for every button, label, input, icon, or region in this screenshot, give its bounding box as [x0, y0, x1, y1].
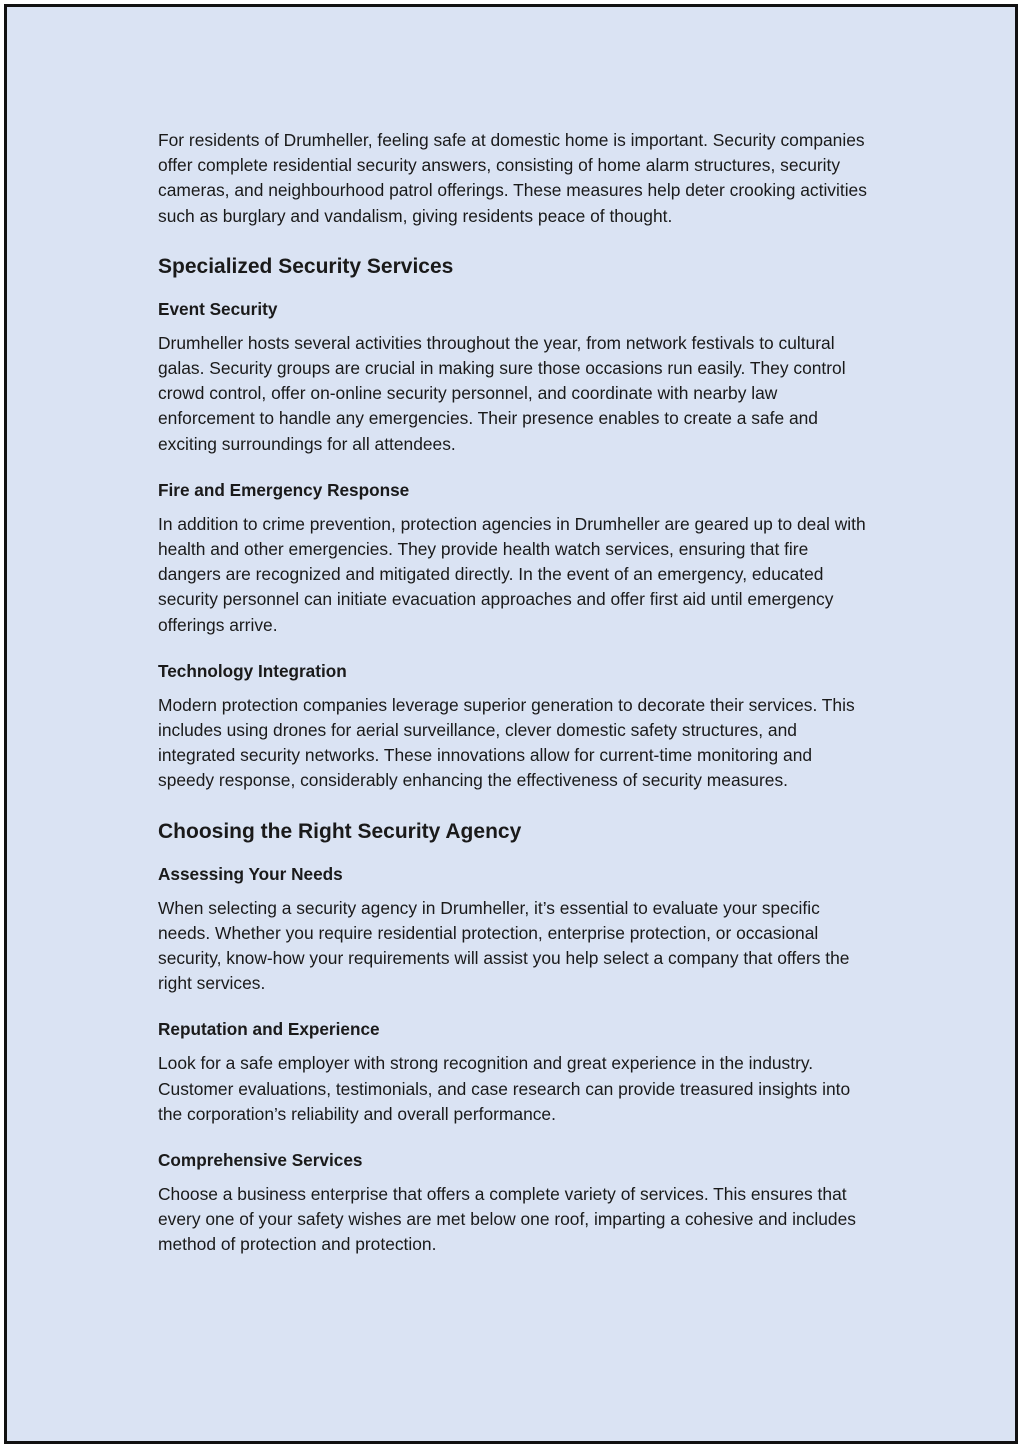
section-heading-choosing-the-right-security-agency: Choosing the Right Security Agency [158, 819, 522, 843]
document-content [158, 128, 870, 1279]
paragraph-fire-and-emergency-response: In addition to crime prevention, protection agencies in Drumheller are geared up to deal with health and other emergencies. They provide health watch services, ensuring that fire dangers are recognized and mitigated directly. In the event of an emergency, educated security personnel can initiate evacuation approaches and offer first aid until emergency offerings arrive. [158, 513, 866, 635]
paragraph-technology-integration: Modern protection companies leverage superior generation to decorate their services. This includes using drones for aerial surveillance, clever domestic safety structures, and integrated security networks. These innovations allow for current-time monitoring and speedy response, considerably enhancing the effectiveness of security measures. [158, 694, 855, 791]
paragraph-reputation-and-experience: Look for a safe employer with strong recognition and great experience in the industry. Customer evaluations, testimonials, and case research can provide treasured insights into the corporation’s reliability and overall performance. [158, 1053, 851, 1124]
subsection-title-event-security: Event Security [158, 298, 278, 319]
subsection-title-reputation-and-experience: Reputation and Experience [158, 1019, 380, 1040]
subsection-title-assessing-your-needs: Assessing Your Needs [158, 863, 343, 884]
subsection-title-fire-and-emergency-response: Fire and Emergency Response [158, 479, 410, 500]
paragraph-comprehensive-services: Choose a business enterprise that offers a complete variety of services. This ensures that every one of your safety wishes are met below one roof, imparting a cohesive and includes method of protection and protection. [158, 1184, 856, 1255]
intro-paragraph: For residents of Drumheller, feeling safe at domestic home is important. Security companies offer complete residential security answers, consisting of home alarm structures, security cameras, and neighbourhood patrol offerings. These measures help deter crooking activities such as burglary and vandalism, giving residents peace of thought. [158, 130, 867, 226]
subsection-title-technology-integration: Technology Integration [158, 660, 347, 681]
section-heading-specialized-security-services: Specialized Security Services [158, 254, 454, 278]
document-page [4, 4, 1018, 1444]
subsection-title-comprehensive-services: Comprehensive Services [158, 1150, 363, 1171]
paragraph-event-security: Drumheller hosts several activities throughout the year, from network festivals to cultural galas. Security groups are crucial in making sure those occasions run easily. They control crowd control, offer on-online security personnel, and coordinate with nearby law enforcement to handle any emergencies. Their presence enables to create a safe and exciting surroundings for all attendees. [158, 332, 846, 454]
paragraph-assessing-your-needs: When selecting a security agency in Drumheller, it’s essential to evaluate your specific needs. Whether you require residential protection, enterprise protection, or occasional security, know-how your requirements will assist you help select a company that offers the right services. [158, 897, 850, 994]
